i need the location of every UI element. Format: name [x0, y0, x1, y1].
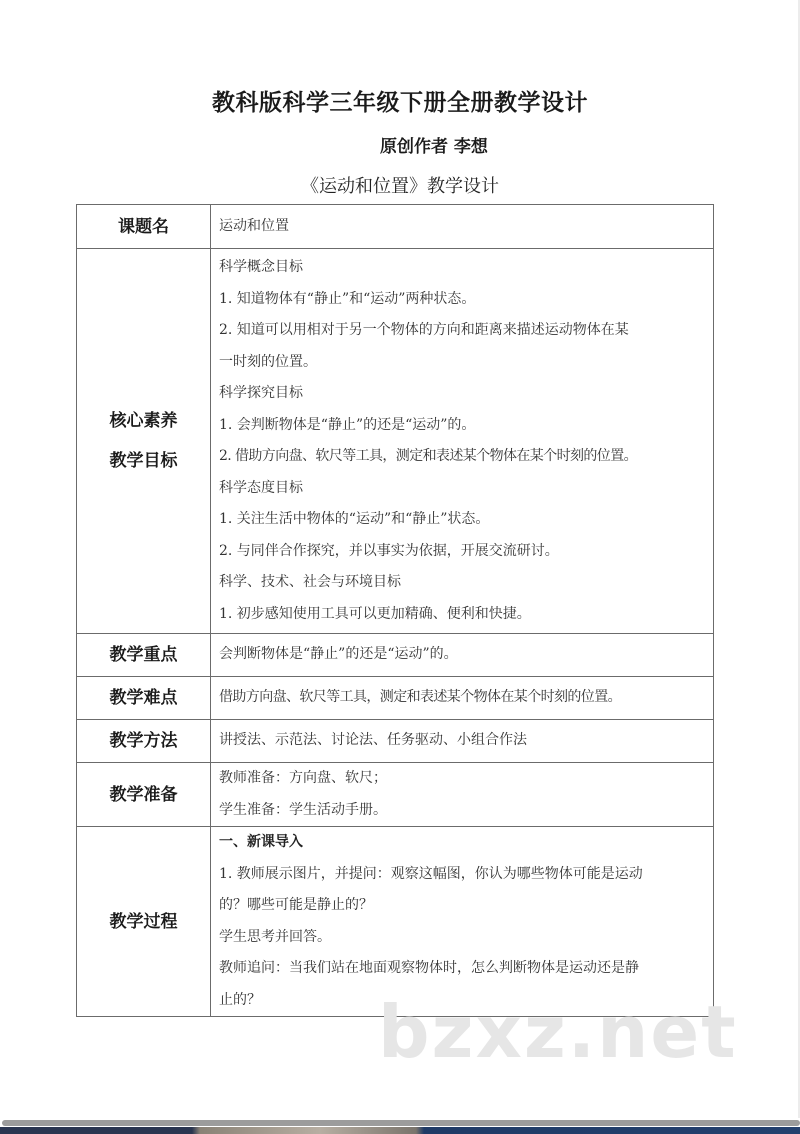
table-row-preparation — [77, 763, 714, 827]
label-text: 教学准备 — [109, 784, 178, 805]
row-content — [211, 720, 714, 763]
content-line: 1. 会判断物体是“静止”的还是“运动”的。 — [219, 416, 476, 433]
row-content — [211, 205, 714, 249]
content-line: 2. 与同伴合作探究，并以事实为依据，开展交流研讨。 — [219, 542, 559, 559]
table-row-objectives — [77, 249, 714, 634]
content-line: 借助方向盘、软尺等工具，测定和表述某个物体在某个时刻的位置。 — [219, 689, 621, 706]
row-content — [211, 763, 714, 827]
background-strip — [0, 1127, 800, 1134]
table-row-difficulty — [77, 677, 714, 720]
content-line: 一时刻的位置。 — [219, 353, 317, 370]
row-content — [211, 827, 714, 1017]
content-line: 教师准备：方向盘、软尺； — [219, 770, 387, 786]
label-text: 教学难点 — [109, 688, 178, 708]
content-line: 运动和位置 — [219, 217, 289, 234]
content-line: 学生思考并回答。 — [219, 928, 331, 945]
content-line: 1. 教师展示图片，并提问：观察这幅图，你认为哪些物体可能是运动 — [219, 865, 643, 882]
row-content — [211, 249, 714, 634]
author-line: 原创作者 李想 — [380, 137, 488, 157]
lesson-title: 《运动和位置》教学设计 — [301, 176, 499, 197]
watermark-text: bzxz.net — [378, 990, 738, 1074]
content-line: 2. 借助方向盘、软尺等工具，测定和表述某个物体在某个时刻的位置。 — [219, 448, 638, 464]
table-row-methods — [77, 720, 714, 763]
row-label — [77, 634, 211, 677]
label-text: 教学过程 — [109, 911, 178, 932]
document-title: 教科版科学三年级下册全册教学设计 — [212, 90, 588, 116]
content-heading: 科学、技术、社会与环境目标 — [219, 574, 401, 590]
lesson-plan-table — [76, 204, 714, 1017]
label-text: 教学重点 — [109, 645, 178, 665]
row-label — [77, 827, 211, 1017]
row-content — [211, 677, 714, 720]
content-line: 教师追问：当我们站在地面观察物体时，怎么判断物体是运动还是静 — [219, 960, 639, 976]
content-line: 学生准备：学生活动手册。 — [219, 801, 387, 818]
label-text: 教学方法 — [109, 731, 178, 751]
content-heading: 科学探究目标 — [219, 385, 303, 401]
label-text: 核心素养 — [109, 411, 178, 431]
content-heading: 科学概念目标 — [219, 259, 303, 275]
content-line: 1. 知道物体有“静止”和“运动”两种状态。 — [219, 290, 476, 307]
content-line: 会判断物体是“静止”的还是“运动”的。 — [219, 646, 458, 663]
row-label — [77, 763, 211, 827]
table-row-key-point — [77, 634, 714, 677]
row-label — [77, 677, 211, 720]
horizontal-scrollbar[interactable] — [2, 1120, 800, 1126]
content-line: 1. 初步感知使用工具可以更加精确、便利和快捷。 — [219, 605, 531, 622]
content-heading: 科学态度目标 — [219, 479, 303, 496]
content-line: 2. 知道可以用相对于另一个物体的方向和距离来描述运动物体在某 — [219, 322, 629, 338]
table-row-topic — [77, 205, 714, 249]
label-text: 课题名 — [118, 216, 169, 237]
row-content — [211, 634, 714, 677]
content-line: 1. 关注生活中物体的“运动”和“静止”状态。 — [219, 511, 490, 527]
content-line: 讲授法、示范法、讨论法、任务驱动、小组合作法 — [219, 732, 527, 749]
label-text: 教学目标 — [109, 451, 178, 471]
content-line: 的？哪些可能是静止的？ — [219, 897, 373, 913]
table-row-process — [77, 827, 714, 1017]
row-label — [77, 205, 211, 249]
row-label — [77, 249, 211, 634]
content-line: 止的？ — [219, 991, 261, 1008]
section-heading: 一、新课导入 — [219, 834, 303, 850]
row-label — [77, 720, 211, 763]
